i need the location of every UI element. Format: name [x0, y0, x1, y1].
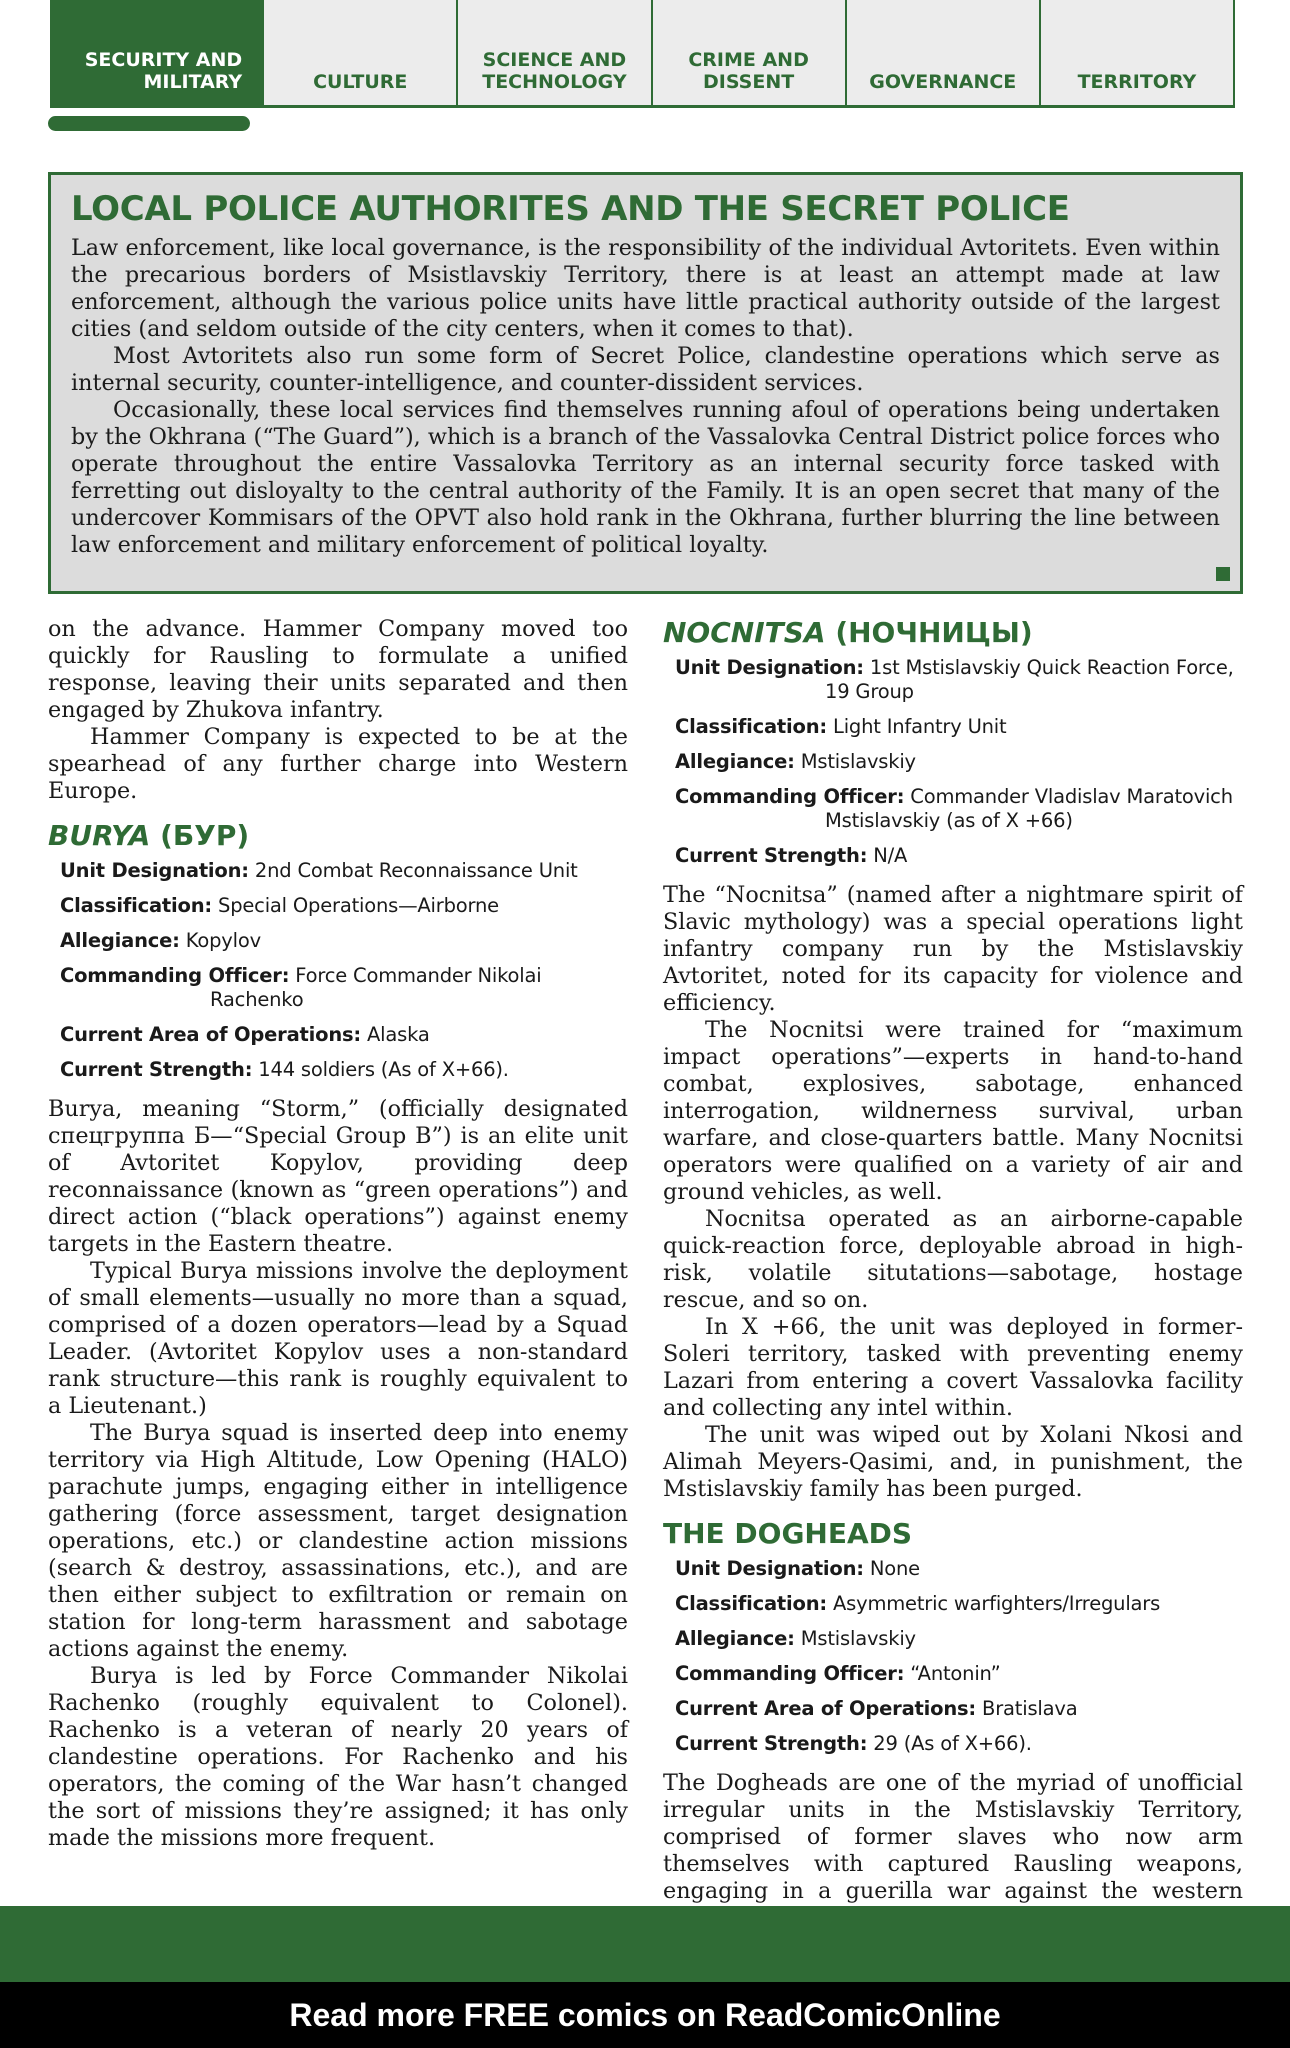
- tab-label: CRIME AND DISSENT: [688, 49, 809, 93]
- footer-band: [0, 1906, 1290, 1982]
- stat-allegiance: Allegiance: Mstislavskiy: [675, 1627, 916, 1650]
- body-paragraph: Burya is led by Force Commander Nikolai Rachenko (roughly equivalent to Colonel). Rachenko is a veteran of nearly 20 years of clandestine operations. For Rachenko and his operators, the coming of the War hasn’t changed the sort of missions they’re assigned; it has only made the missions more frequent.: [48, 1663, 628, 1851]
- active-tab-indicator: [48, 116, 250, 131]
- body-paragraph: Nocnitsa operated as an airborne-capable quick-reaction force, deployable abroad in high-risk, volatile situtations—sabotage, hostage rescue, and so on.: [663, 1206, 1243, 1313]
- section-heading-dogheads: THE DOGHEADS: [663, 1517, 913, 1550]
- section-heading-burya: BURYA (БУР): [48, 819, 250, 852]
- body-paragraph: In X +66, the unit was deployed in former-Soleri territory, tasked with preventing enemy Lazari from entering a covert Vassalovka facility and collecting any intel within.: [663, 1314, 1243, 1421]
- right-column: [663, 616, 1243, 1959]
- unit-stats-nocnitsa: [663, 656, 1243, 868]
- unit-stats-dogheads: [663, 1557, 1243, 1756]
- stat-area-of-operations: Current Area of Operations: Alaska: [60, 1023, 430, 1046]
- tab-label: SCIENCE AND TECHNOLOGY: [482, 49, 627, 93]
- footer-banner[interactable]: [0, 1982, 1290, 2048]
- footer-link[interactable]: Read more FREE comics on ReadComicOnline: [289, 1997, 1001, 2033]
- tab-label: CULTURE: [313, 71, 408, 93]
- body-paragraph: The “Nocnitsa” (named after a nightmare spirit of Slavic mythology) was a special operations light infantry company run by the Mstislavskiy Avtoritet, noted for its capacity for violence and efficiency.: [663, 882, 1243, 1016]
- tab-security-and-military[interactable]: [50, 0, 264, 105]
- stat-unit-designation: Unit Designation: None: [675, 1557, 920, 1580]
- body-paragraph: Hammer Company is expected to be at the spearhead of any further charge into Western Europe.: [48, 724, 628, 804]
- stat-area-of-operations: Current Area of Operations: Bratislava: [675, 1697, 1078, 1720]
- section-heading-nocnitsa: NOCNITSA (НОЧНИЦЫ): [663, 616, 1033, 649]
- stat-commanding-officer: Commanding Officer: Force Commander Nikolai Rachenko: [60, 964, 542, 1011]
- tab-label: TERRITORY: [1077, 71, 1197, 93]
- stat-unit-designation: Unit Designation: 1st Mstislavskiy Quick Reaction Force, 19 Group: [675, 656, 1234, 703]
- tab-culture[interactable]: [264, 0, 458, 105]
- body-paragraph: on the advance. Hammer Company moved too quickly for Rausling to formulate a unified response, leaving their units separated and then engaged by Zhukova infantry.: [48, 616, 628, 723]
- body-paragraph: The Nocnitsi were trained for “maximum impact operations”—experts in hand-to-hand combat, explosives, sabotage, enhanced interrogation, wildnerness survival, urban warfare, and close-quarters battle. Many Nocnitsi operators were qualified on a variety of air and ground vehicles, as well.: [663, 1017, 1243, 1205]
- stat-allegiance: Allegiance: Mstislavskiy: [675, 750, 916, 773]
- body-paragraph: The Burya squad is inserted deep into enemy territory via High Altitude, Low Opening (HALO) parachute jumps, engaging either in intelligence gathering (force assessment, target designation operations, etc.) or clandestine action missions (search & destroy, assassinations, etc.), and are then either subject to exfiltration or remain on station for long-term harassment and sabotage actions against the enemy.: [48, 1420, 628, 1662]
- stat-current-strength: Current Strength: 29 (As of X+66).: [675, 1732, 1032, 1755]
- body-paragraph: The Dogheads are one of the myriad of unofficial irregular units in the Mstislavskiy Territory, comprised of former slaves who now arm themselves with captured Rausling weapons, engaging in a guerilla war against the western: [663, 1770, 1243, 1904]
- stat-classification: Classification: Light Infantry Unit: [675, 715, 1007, 738]
- stat-allegiance: Allegiance: Kopylov: [60, 929, 261, 952]
- stat-current-strength: Current Strength: N/A: [675, 844, 908, 867]
- unit-stats-burya: [48, 859, 628, 1082]
- sidebar-paragraph: Law enforcement, like local governance, is the responsibility of the individual Avtoritets. Even within the precarious borders of Msistlavskiy Territory, there is at least an attempt made at law enforcement, although the various police units have little practical authority outside of the largest cities (and seldom outside of the city centers, when it comes to that).: [71, 235, 1220, 342]
- stat-classification: Classification: Asymmetric warfighters/Irregulars: [675, 1592, 1161, 1615]
- tab-governance[interactable]: [847, 0, 1041, 105]
- body-paragraph: The unit was wiped out by Xolani Nkosi and Alimah Meyers-Qasimi, and, in punishment, the Mstislavskiy family has been purged.: [663, 1422, 1243, 1502]
- tab-crime-and-dissent[interactable]: [653, 0, 847, 105]
- sidebar-title: LOCAL POLICE AUTHORITES AND THE SECRET POLICE: [71, 189, 1070, 229]
- body-paragraph: Typical Burya missions involve the deployment of small elements—usually no more than a squad, comprised of a dozen operators—lead by a Squad Leader. (Avtoritet Kopylov uses a non-standard rank structure—this rank is roughly equivalent to a Lieutenant.): [48, 1258, 628, 1419]
- tab-label: GOVERNANCE: [869, 71, 1017, 93]
- tab-label: SECURITY AND MILITARY: [84, 49, 243, 93]
- body-paragraph: Burya, meaning “Storm,” (officially designated спецгруппа Б—“Special Group B”) is an elite unit of Avtoritet Kopylov, providing deep reconnaissance (known as “green operations”) and direct action (“black operations”) against enemy targets in the Eastern theatre.: [48, 1096, 628, 1257]
- left-column: [48, 616, 628, 1852]
- sidebar-paragraph: Occasionally, these local services find themselves running afoul of operations being undertaken by the Okhrana (“The Guard”), which is a branch of the Vassalovka Central District police forces who operate throughout the entire Vassalovka Territory as an internal security force tasked with ferretting out disloyalty to the central authority of the Family. It is an open secret that many of the undercover Kommisars of the OPVT also hold rank in the Okhrana, further blurring the line between law enforcement and military enforcement of political loyalty.: [71, 397, 1220, 558]
- sidebar-box: [48, 172, 1243, 594]
- tab-science-and-technology[interactable]: [458, 0, 652, 105]
- stat-commanding-officer: Commanding Officer: Commander Vladislav Maratovich Mstislavskiy (as of X +66): [675, 785, 1233, 832]
- stat-commanding-officer: Commanding Officer: “Antonin”: [675, 1662, 1001, 1685]
- stat-current-strength: Current Strength: 144 soldiers (As of X+66).: [60, 1058, 509, 1081]
- section-tabs: [50, 0, 1235, 108]
- stat-unit-designation: Unit Designation: 2nd Combat Reconnaissance Unit: [60, 859, 578, 882]
- stat-classification: Classification: Special Operations—Airborne: [60, 894, 499, 917]
- sidebar-paragraph: Most Avtoritets also run some form of Secret Police, clandestine operations which serve as internal security, counter-intelligence, and counter-dissident services.: [71, 343, 1220, 396]
- end-mark-icon: [1216, 567, 1230, 581]
- tab-territory[interactable]: [1041, 0, 1235, 105]
